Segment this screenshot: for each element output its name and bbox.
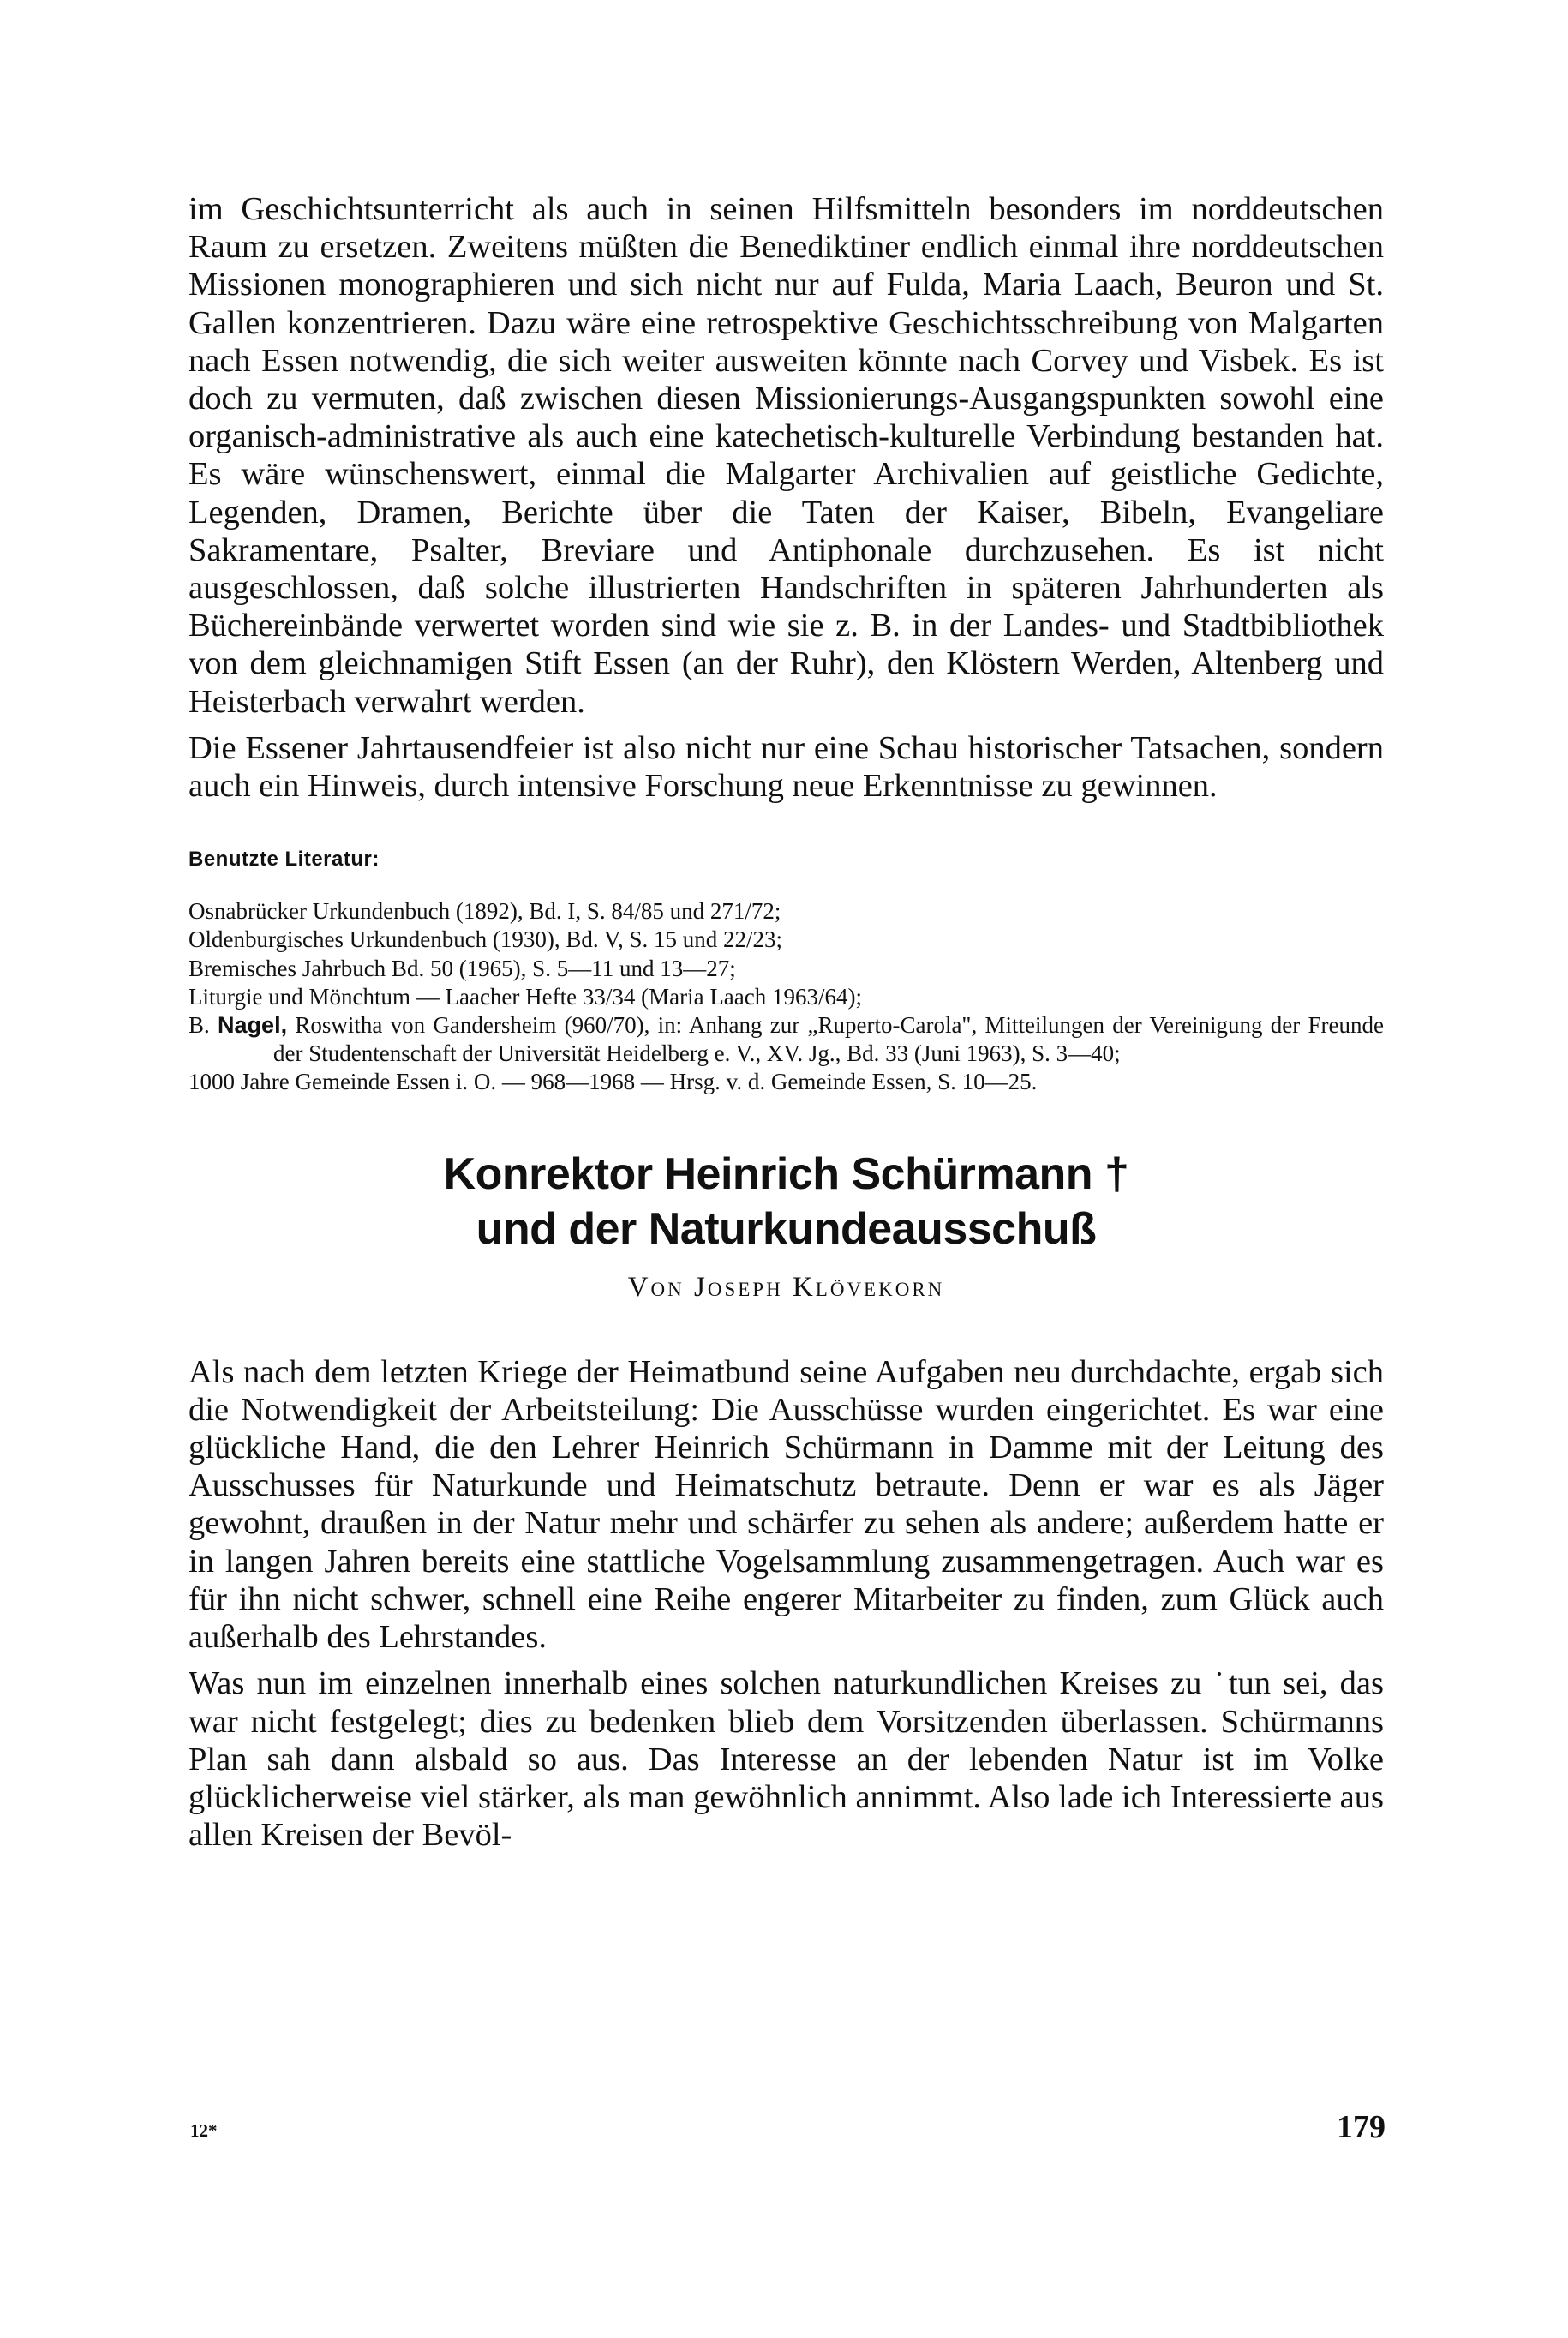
article-byline: Von Joseph Klövekorn (627, 1271, 945, 1303)
page-number: 179 (1337, 2109, 1385, 2145)
literature-item: 1000 Jahre Gemeinde Essen i. O. — 968—1968 — Hrsg. v. d. Gemeinde Essen, S. 10—25. (189, 1069, 1038, 1095)
article-title (189, 1147, 1384, 1256)
page-footer (190, 2108, 1385, 2151)
article-title-line: und der Naturkundeausschuß (476, 1203, 1097, 1254)
article-title-line: Konrektor Heinrich Schürmann † (443, 1148, 1129, 1199)
literature-author-name: Nagel, (218, 1012, 288, 1039)
article-body (189, 1353, 1384, 1855)
signature-mark: 12* (190, 2120, 218, 2141)
literature-item: Bremisches Jahrbuch Bd. 50 (1965), S. 5—11 und 13—27; (189, 955, 736, 981)
literature-item: Osnabrücker Urkundenbuch (1892), Bd. I, S. 84/85 und 271/72; (189, 898, 781, 925)
body-paragraph: Die Essener Jahrtausendfeier ist also nicht nur eine Schau historischer Tatsachen, sondern auch ein Hinweis, durch intensive Forschung neue Erkenntnisse zu gewinnen. (189, 729, 1384, 805)
literature-list (189, 897, 1384, 1096)
page-content (189, 190, 1384, 1854)
literature-heading: Benutzte Literatur: (189, 848, 380, 872)
body-paragraph: Als nach dem letzten Kriege der Heimatbund seine Aufgaben neu durchdachte, ergab sich die Notwendigkeit der Arbeitsteilung: Die Ausschüsse wurden eingerichtet. Es war eine glückliche Hand, die den Lehrer Heinrich Schürmann in Damme mit der Leitung des Ausschusses für Naturkunde und Heimatschutz betraute. Denn er war es als Jäger gewohnt, draußen in der Natur mehr und schärfer zu sehen als andere; außerdem hatte er in langen Jahren bereits eine stattliche Vogelsammlung zusammengetragen. Auch war es für ihn nicht schwer, schnell eine Reihe engerer Mitarbeiter zu finden, zum Glück auch außerhalb des Lehrstandes. (189, 1353, 1384, 1656)
literature-author-initial: B. (189, 1012, 218, 1039)
literature-item: Liturgie und Mönchtum — Laacher Hefte 33/34 (Maria Laach 1963/64); (189, 983, 863, 1010)
body-paragraph: Was nun im einzelnen innerhalb eines solchen naturkundlichen Kreises zu ˙tun sei, das war nicht festgelegt; dies zu bedenken blieb dem Vorsitzenden überlassen. Schürmanns Plan sah dann alsbald so aus. Das Interesse an der lebenden Natur ist im Volke glücklicherweise viel stärker, als man gewöhnlich annimmt. Also lade ich Interessierte aus allen Kreisen der Bevöl- (189, 1665, 1384, 1854)
body-paragraph: im Geschichtsunterricht als auch in seinen Hilfsmitteln besonders im norddeutschen Raum zu ersetzen. Zweitens müßten die Benediktiner endlich einmal ihre norddeutschen Missionen monographieren und sich nicht nur auf Fulda, Maria Laach, Beuron und St. Gallen konzentrieren. Dazu wäre eine retrospektive Geschichtsschreibung von Malgarten nach Essen notwendig, die sich weiter ausweiten könnte nach Corvey und Visbek. Es ist doch zu vermuten, daß zwischen diesen Missionierungs-Ausgangspunkten sowohl eine organisch-administrative als auch eine katechetisch-kulturelle Verbindung bestanden hat. Es wäre wünschenswert, einmal die Malgarter Archivalien auf geistliche Gedichte, Legenden, Dramen, Berichte über die Taten der Kaiser, Bibeln, Evangeliare Sakramentare, Psalter, Breviare und Antiphonale durchzusehen. Es ist nicht ausgeschlossen, daß solche illustrierten Handschriften in späteren Jahrhunderten als Büchereinbände verwertet worden sind wie sie z. B. in der Landes- und Stadtbibliothek von dem gleichnamigen Stift Essen (an der Ruhr), den Klöstern Werden, Altenberg und Heisterbach verwahrt werden. (189, 191, 1384, 720)
literature-item (189, 1011, 1384, 1068)
literature-item: Oldenburgisches Urkundenbuch (1930), Bd. V, S. 15 und 22/23; (189, 926, 782, 953)
literature-item-text: Roswitha von Gandersheim (960/70), in: Anhang zur „Ruperto-Carola", Mitteilungen der Vereinigung der Freunde der Studentenschaft der Universität Heidelberg e. V., XV. Jg., Bd. 33 (Juni 1963), S. 3—40; (273, 1012, 1384, 1067)
